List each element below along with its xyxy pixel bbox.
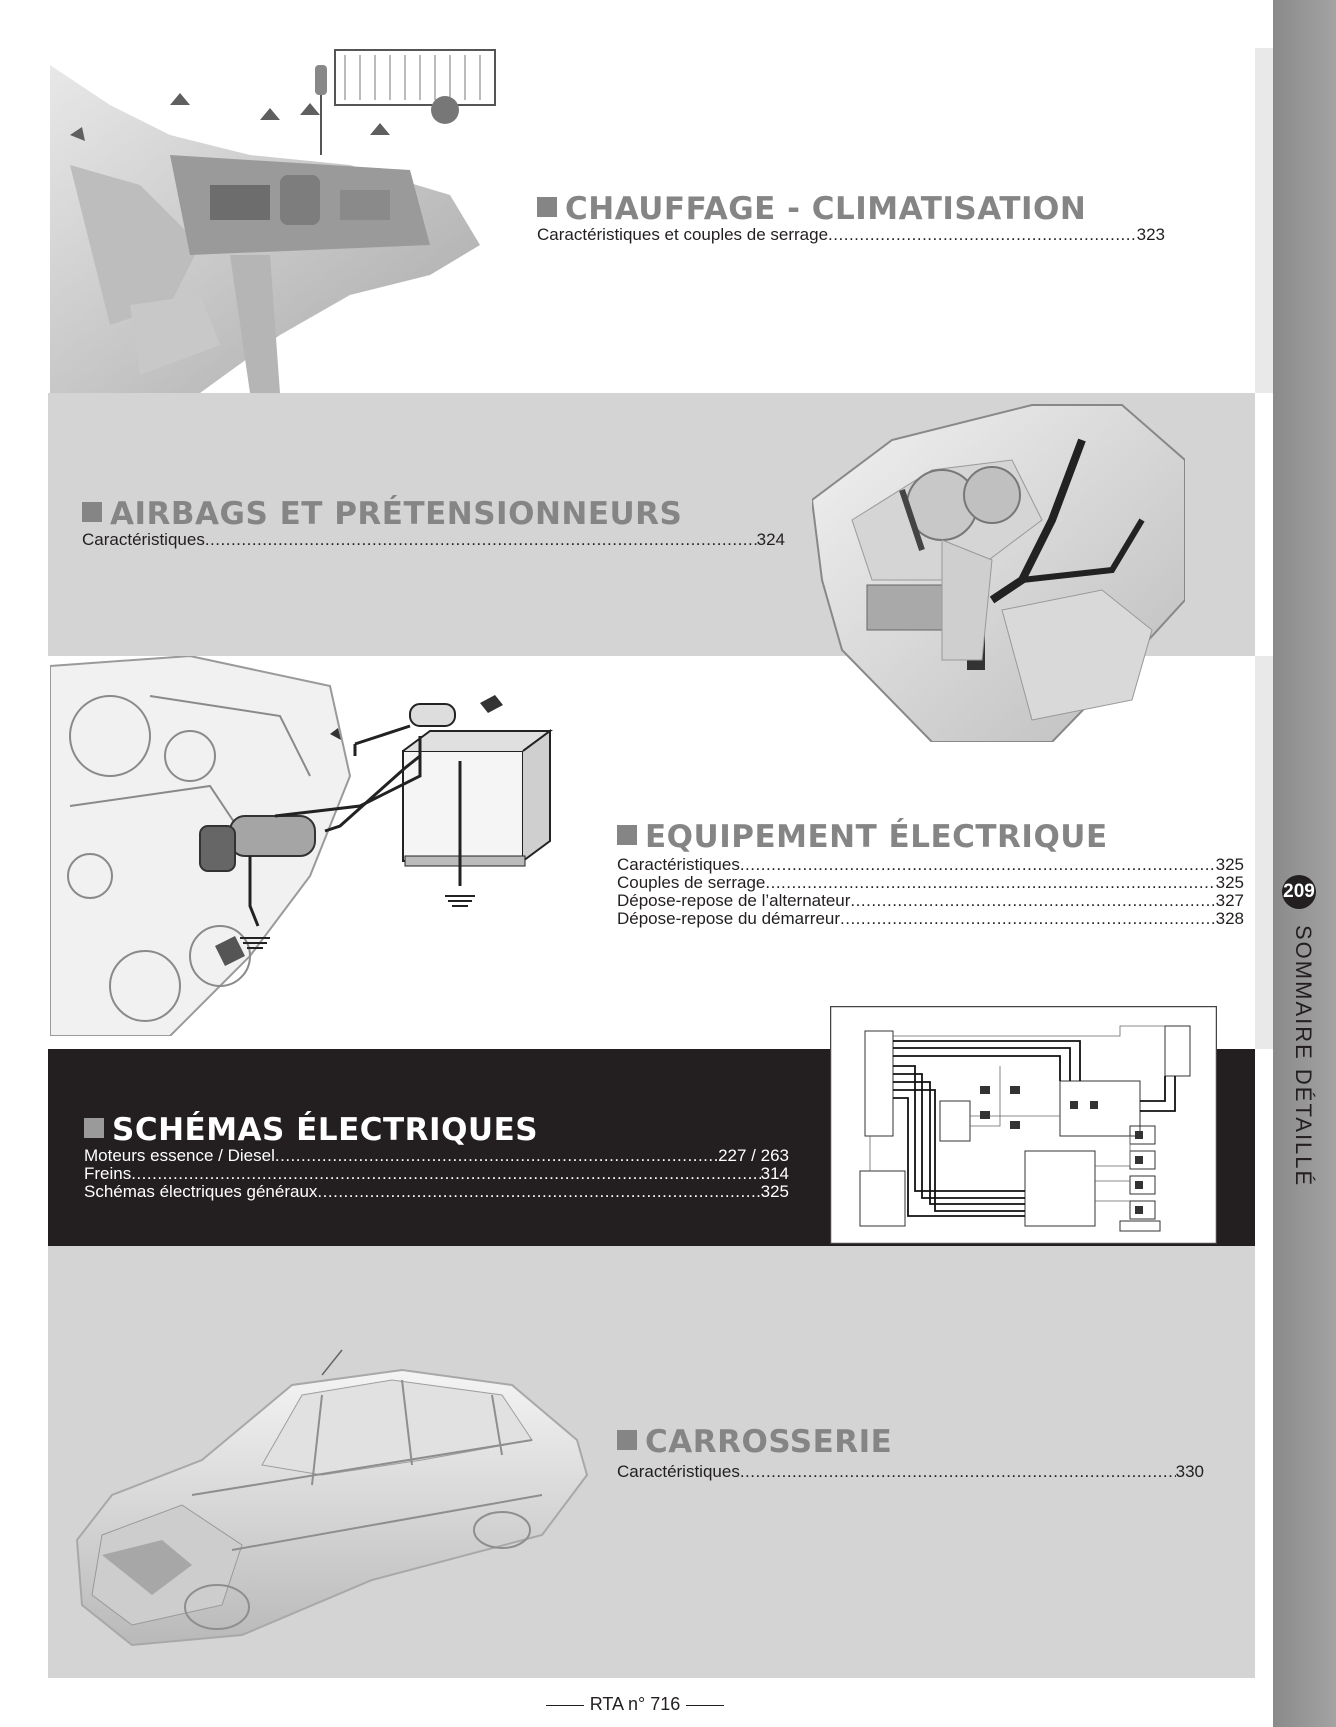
footer-rule (546, 1705, 584, 1706)
toc-label: Caractéristiques (617, 1462, 740, 1481)
toc-entry[interactable] (617, 1463, 1204, 1481)
square-bullet-icon (537, 197, 557, 217)
toc-label: Freins (84, 1164, 132, 1183)
toc-label: Moteurs essence / Diesel (84, 1146, 275, 1165)
toc-page: 328 (1215, 909, 1244, 928)
leader-dots (205, 531, 757, 549)
section-schemas (84, 1113, 789, 1201)
section-title (617, 1425, 1204, 1459)
leader-dots (840, 910, 1216, 928)
section-equipement (617, 820, 1244, 928)
leader-dots (275, 1147, 718, 1165)
square-bullet-icon (84, 1118, 104, 1138)
sidebar-tab (1273, 0, 1336, 1727)
engine-electrical-illustration (50, 656, 575, 1036)
square-bullet-icon (617, 1430, 637, 1450)
toc-entry[interactable] (617, 856, 1244, 874)
leader-dots (828, 226, 1137, 244)
toc-entry[interactable] (617, 910, 1244, 928)
toc-page: 325 (1215, 873, 1244, 892)
square-bullet-icon (617, 825, 637, 845)
leader-dots (317, 1183, 760, 1201)
toc-page: 327 (1215, 891, 1244, 910)
toc-label: Dépose-repose de l’alternateur (617, 891, 851, 910)
toc-page: 325 (760, 1182, 789, 1201)
toc-label: Schémas électriques généraux (84, 1182, 318, 1201)
toc-page: 325 (1215, 855, 1244, 874)
toc-page: 330 (1175, 1462, 1204, 1481)
toc-entry[interactable] (82, 531, 785, 549)
sidebar-highlight (1255, 48, 1273, 393)
section-title (84, 1113, 789, 1147)
wiring-diagram-illustration (830, 1006, 1217, 1244)
leader-dots (740, 1463, 1176, 1481)
sidebar-highlight (1255, 656, 1273, 1049)
leader-dots (740, 856, 1216, 874)
leader-dots (765, 874, 1215, 892)
section-title (82, 497, 785, 531)
toc-label: Couples de serrage (617, 873, 766, 892)
schemas-title: SCHÉMAS ÉLECTRIQUES (112, 1112, 539, 1148)
toc-entry[interactable] (84, 1183, 789, 1201)
section-title (537, 192, 1165, 226)
leader-dots (131, 1165, 760, 1183)
toc-entry[interactable] (537, 226, 1165, 244)
airbag-seatbelt-illustration (812, 400, 1185, 742)
chauffage-title: CHAUFFAGE - CLIMATISATION (565, 191, 1087, 227)
footer (0, 1694, 1270, 1715)
equipement-title: EQUIPEMENT ÉLECTRIQUE (645, 819, 1108, 855)
square-bullet-icon (82, 502, 102, 522)
toc-label: Caractéristiques et couples de serrage (537, 225, 829, 244)
section-chauffage (537, 192, 1165, 244)
footer-rule (686, 1705, 724, 1706)
heating-ventilation-illustration (50, 45, 510, 393)
leader-dots (850, 892, 1215, 910)
section-title (617, 820, 1244, 854)
carrosserie-title: CARROSSERIE (645, 1424, 893, 1460)
toc-label: Dépose-repose du démarreur (617, 909, 841, 928)
airbags-title: AIRBAGS ET PRÉTENSIONNEURS (110, 496, 683, 532)
toc-entry[interactable] (617, 874, 1244, 892)
toc-entry[interactable] (84, 1147, 789, 1165)
page-number-badge: 209 (1282, 875, 1316, 909)
toc-label: Caractéristiques (82, 530, 205, 549)
toc-page: 323 (1136, 225, 1165, 244)
toc-label: Caractéristiques (617, 855, 740, 874)
toc-page: 227 / 263 (718, 1146, 789, 1165)
car-body-illustration (72, 1345, 592, 1650)
toc-entry[interactable] (617, 892, 1244, 910)
toc-page: 324 (756, 530, 785, 549)
toc-entry[interactable] (84, 1165, 789, 1183)
footer-text: RTA n° 716 (589, 1694, 681, 1714)
section-carrosserie (617, 1425, 1204, 1481)
toc-page: 314 (760, 1164, 789, 1183)
section-airbags (82, 497, 785, 549)
sidebar-label: SOMMAIRE DÉTAILLÉ (1291, 925, 1316, 1188)
